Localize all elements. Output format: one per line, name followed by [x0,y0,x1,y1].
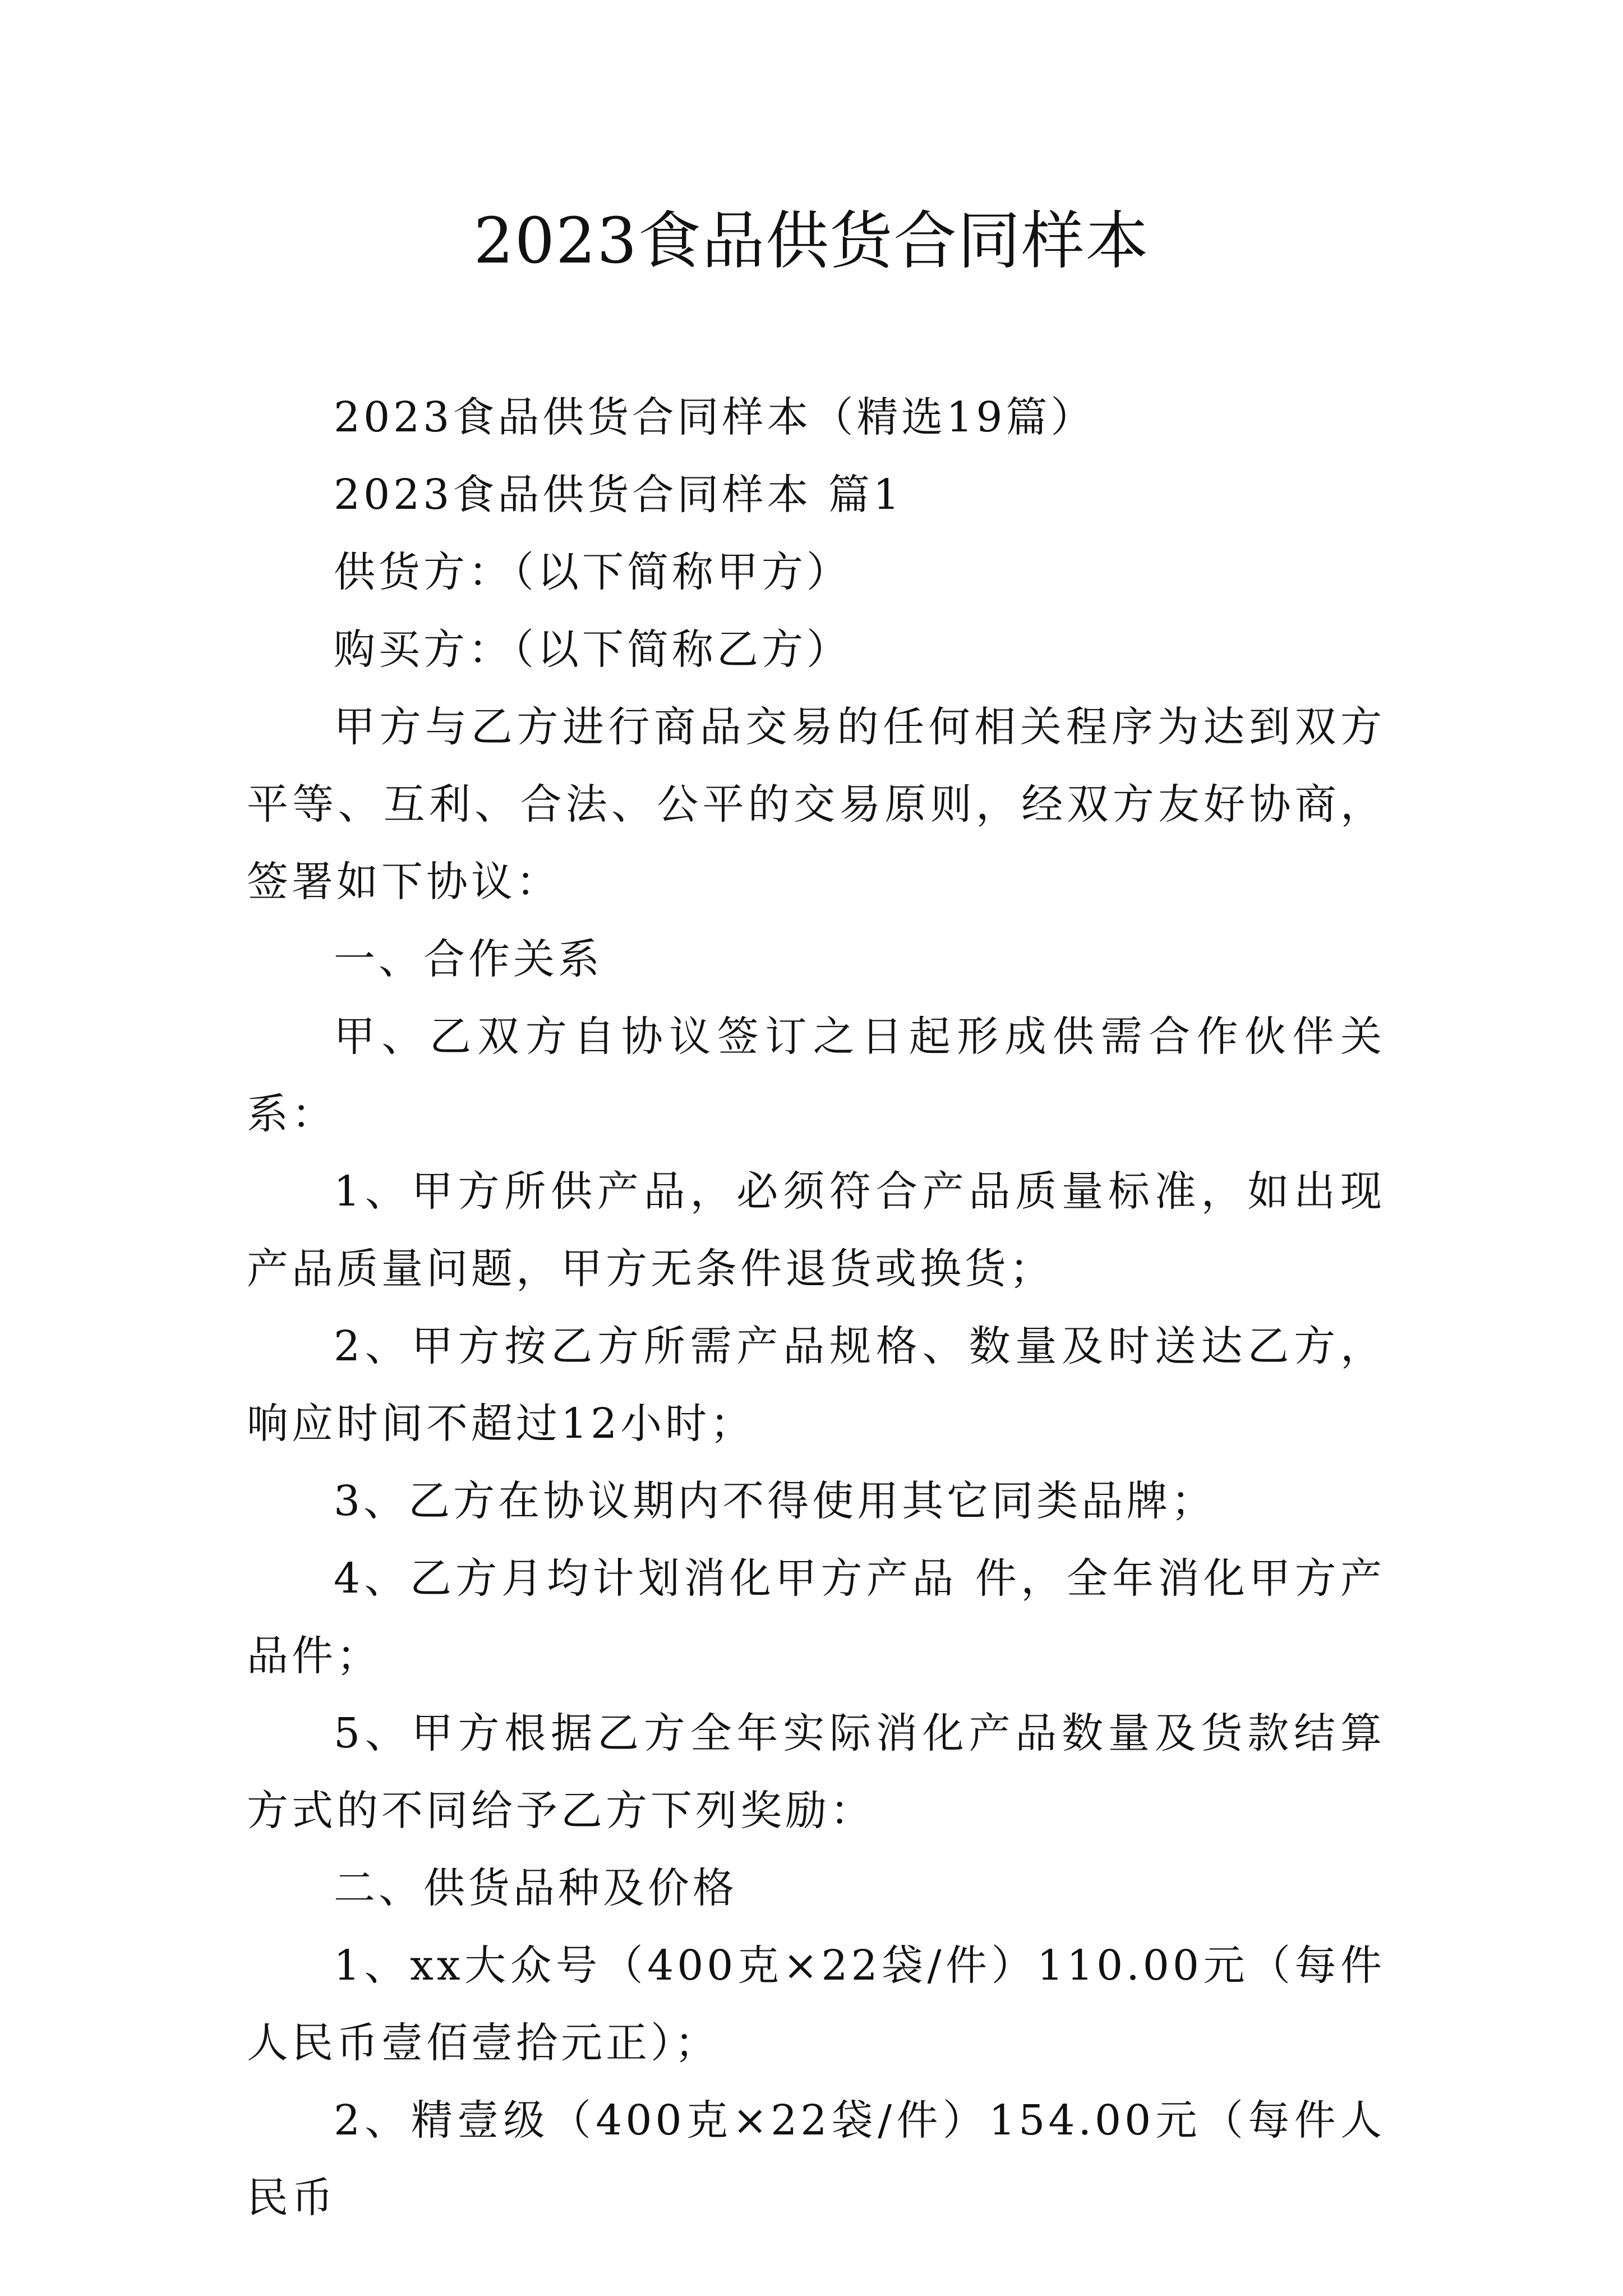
cooperation-item-5: 5、甲方根据乙方全年实际消化产品数量及货款结算方式的不同给予乙方下列奖励： [247,1709,1385,1835]
document-body [247,379,1385,2237]
cooperation-item-1: 1、甲方所供产品，必须符合产品质量标准，如出现产品质量问题，甲方无条件退货或换货； [247,1167,1385,1293]
cooperation-item-3: 3、乙方在协议期内不得使用其它同类品牌； [334,1477,1216,1525]
supplier-line: 供货方：（以下简称甲方） [334,548,851,596]
price-item-2: 2、精壹级（400克×22袋/件）154.00元（每件人民币 [247,2096,1385,2222]
purchaser-line: 购买方：（以下简称乙方） [334,625,851,674]
cooperation-item-2: 2、甲方按乙方所需产品规格、数量及时送达乙方，响应时间不超过12小时； [247,1322,1385,1448]
clause-heading-cooperation: 一、合作关系 [334,935,603,983]
document-title: 2023食品供货合同样本 [473,205,1150,278]
price-item-1: 1、xx大众号（400克×22袋/件）110.00元（每件人民币壹佰壹拾元正）； [247,1941,1385,2067]
clause-heading-products-prices: 二、供货品种及价格 [334,1864,737,1912]
section-heading-part-1: 2023食品供货合同样本 篇1 [334,471,903,519]
cooperation-intro: 甲、乙双方自协议签订之日起形成供需合作伙伴关系： [247,1013,1385,1138]
subtitle-line: 2023食品供货合同样本（精选19篇） [334,393,1096,441]
preamble-paragraph: 甲方与乙方进行商品交易的任何相关程序为达到双方平等、互利、合法、公平的交易原则，经双方友好协商，签署如下协议： [247,703,1385,906]
cooperation-item-4: 4、乙方月均计划消化甲方产品 件，全年消化甲方产品件； [247,1554,1385,1680]
